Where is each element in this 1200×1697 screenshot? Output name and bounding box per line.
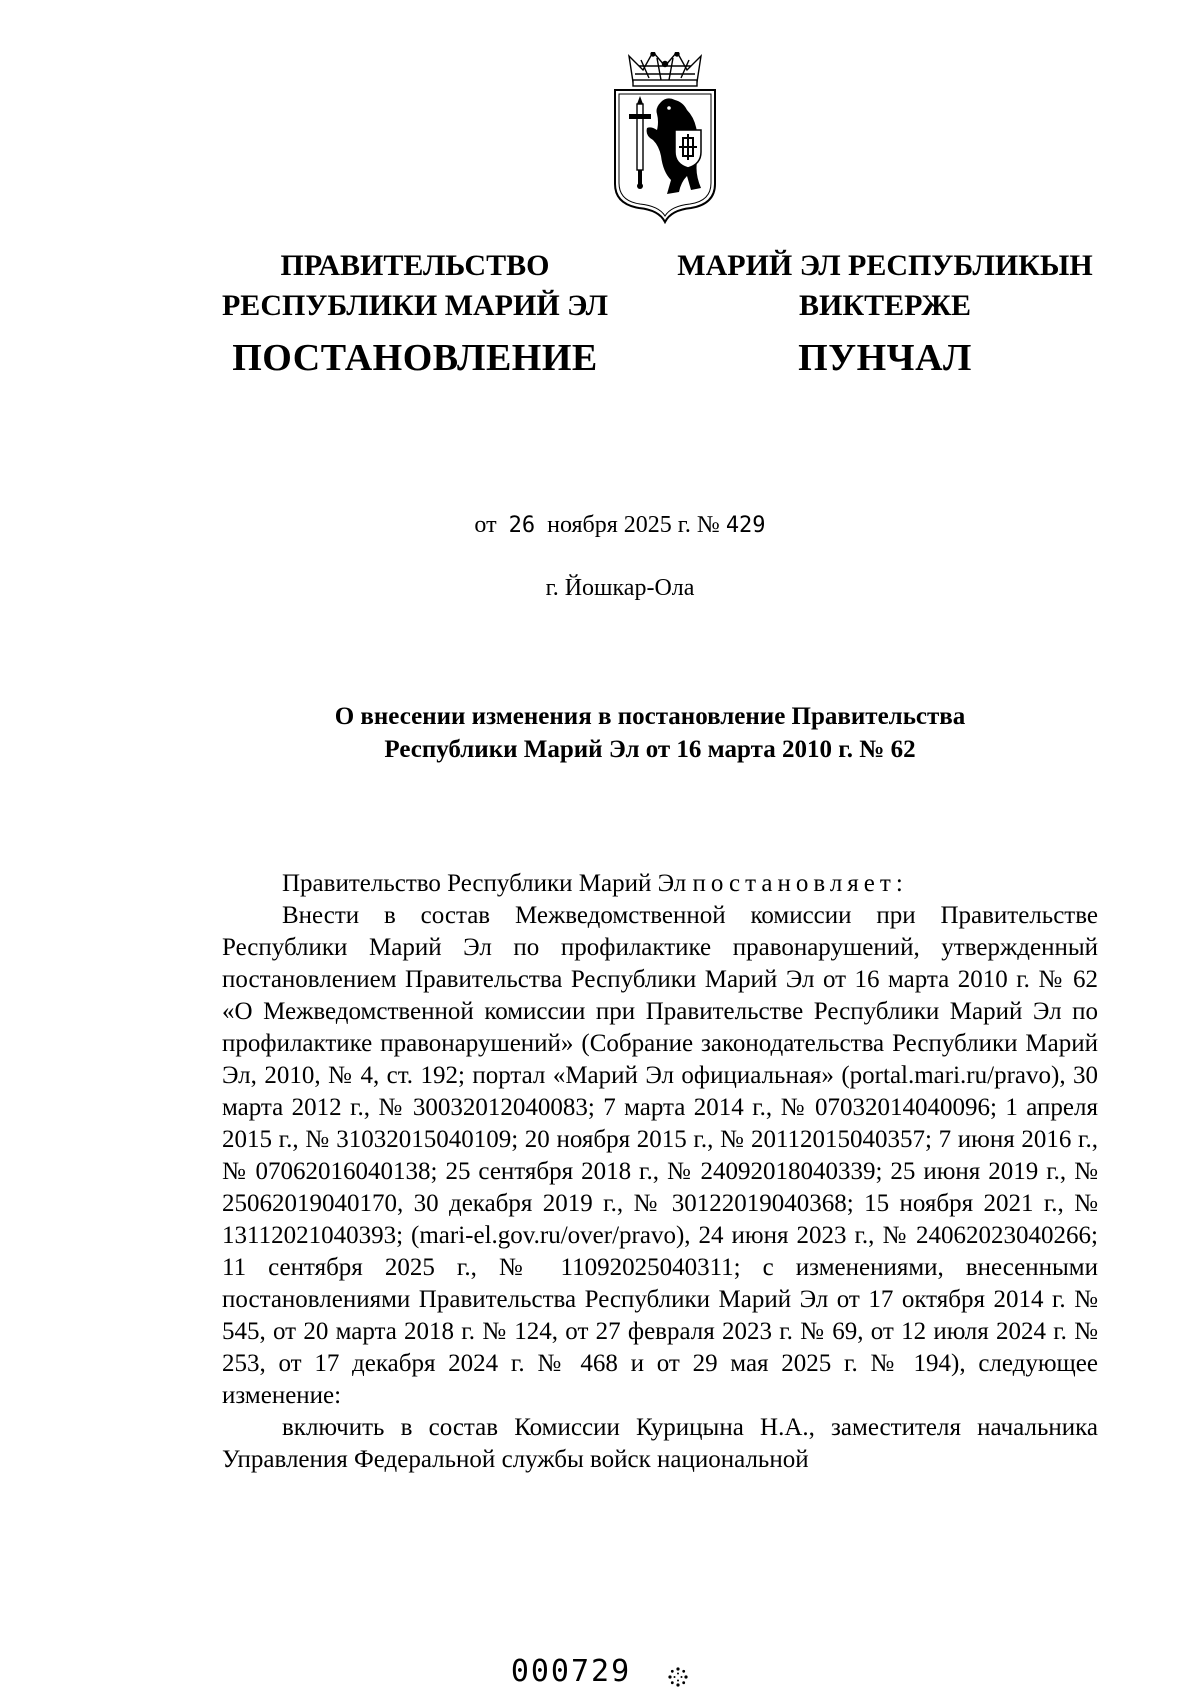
document-city: г. Йошкар-Ола [545,575,695,601]
intro-verb: постановляет: [692,870,908,897]
issuer-name-mari-line1: МАРИЙ ЭЛ РЕСПУБЛИКЫН [677,249,1093,282]
date-day: 26 [508,513,536,538]
date-month-year: ноября 2025 г. № [547,512,720,538]
header-left [210,246,620,383]
header-right [660,246,1110,383]
document-body [222,868,1098,1476]
dotted-flower-icon [667,1666,689,1688]
page-footer [0,1654,1200,1689]
document-type: ПОСТАНОВЛЕНИЕ [232,337,598,379]
body-paragraph-2: включить в состав Комиссии Курицына Н.А., заместителя начальника Управления Федеральной службы войск национальной [222,1414,1098,1473]
title-line1: О внесении изменения в постановление Правительства [334,703,966,730]
intro-line [222,868,1098,900]
crown-icon [629,52,701,86]
issuer-name-line2: РЕСПУБЛИКИ МАРИЙ ЭЛ [221,289,608,322]
intro-lead: Правительство Республики Марий Эл [282,870,693,897]
document-date-number [240,512,1000,539]
body-paragraph-1: Внести в состав Межведомственной комиссии при Правительстве Республики Марий Эл по профилактике правонарушений, утвержденный постановлением Правительства Республики Марий Эл от 16 марта 2010 г. № 62 «О Межведомственной комиссии при Правительстве Республики Марий Эл по профилактике правонарушений» (Собрание законодательства Республики Марий Эл, 2010, № 4, ст. 192; портал «Марий Эл официальная» (portal.mari.ru/pravo), 30 марта 2012 г., № 30032012040083; 7 марта 2014 г., № 07032014040096; 1 апреля 2015 г., № 31032015040109; 20 ноября 2015 г., № 20112015040357; 7 июня 2016 г., № 07062016040138; 25 сентября 2018 г., № 24092018040339; 25 июня 2019 г., № 25062019040170, 30 декабря 2019 г., № 30122019040368; 15 ноября 2021 г., № 13112021040393; (mari-el.gov.ru/over/pravo), 24 июня 2023 г., № 24062023040266; 11 сентября 2025 г., № 11092025040311; с изменениями, внесенными постановлениями Правительства Республики Марий Эл от 17 октября 2014 г. № 545, от 20 марта 2018 г. № 124, от 27 февраля 2023 г. № 69, от 12 июля 2024 г. № 253, от 17 декабря 2024 г. № 468 и от 29 мая 2025 г. № 194), следующее изменение: [222,902,1098,1409]
issuer-name-mari-line2: ВИКТЕРЖЕ [798,289,972,322]
document-number: 429 [725,513,766,538]
coat-of-arms-icon [605,52,725,224]
date-prefix: от [474,512,497,538]
document-title [200,700,1100,766]
issuer-name-line1: ПРАВИТЕЛЬСТВО [280,249,550,282]
document-type-mari: ПУНЧАЛ [798,337,972,379]
title-line2: Республики Марий Эл от 16 марта 2010 г. № 62 [384,736,916,763]
serial-number: 000729 [510,1654,632,1689]
